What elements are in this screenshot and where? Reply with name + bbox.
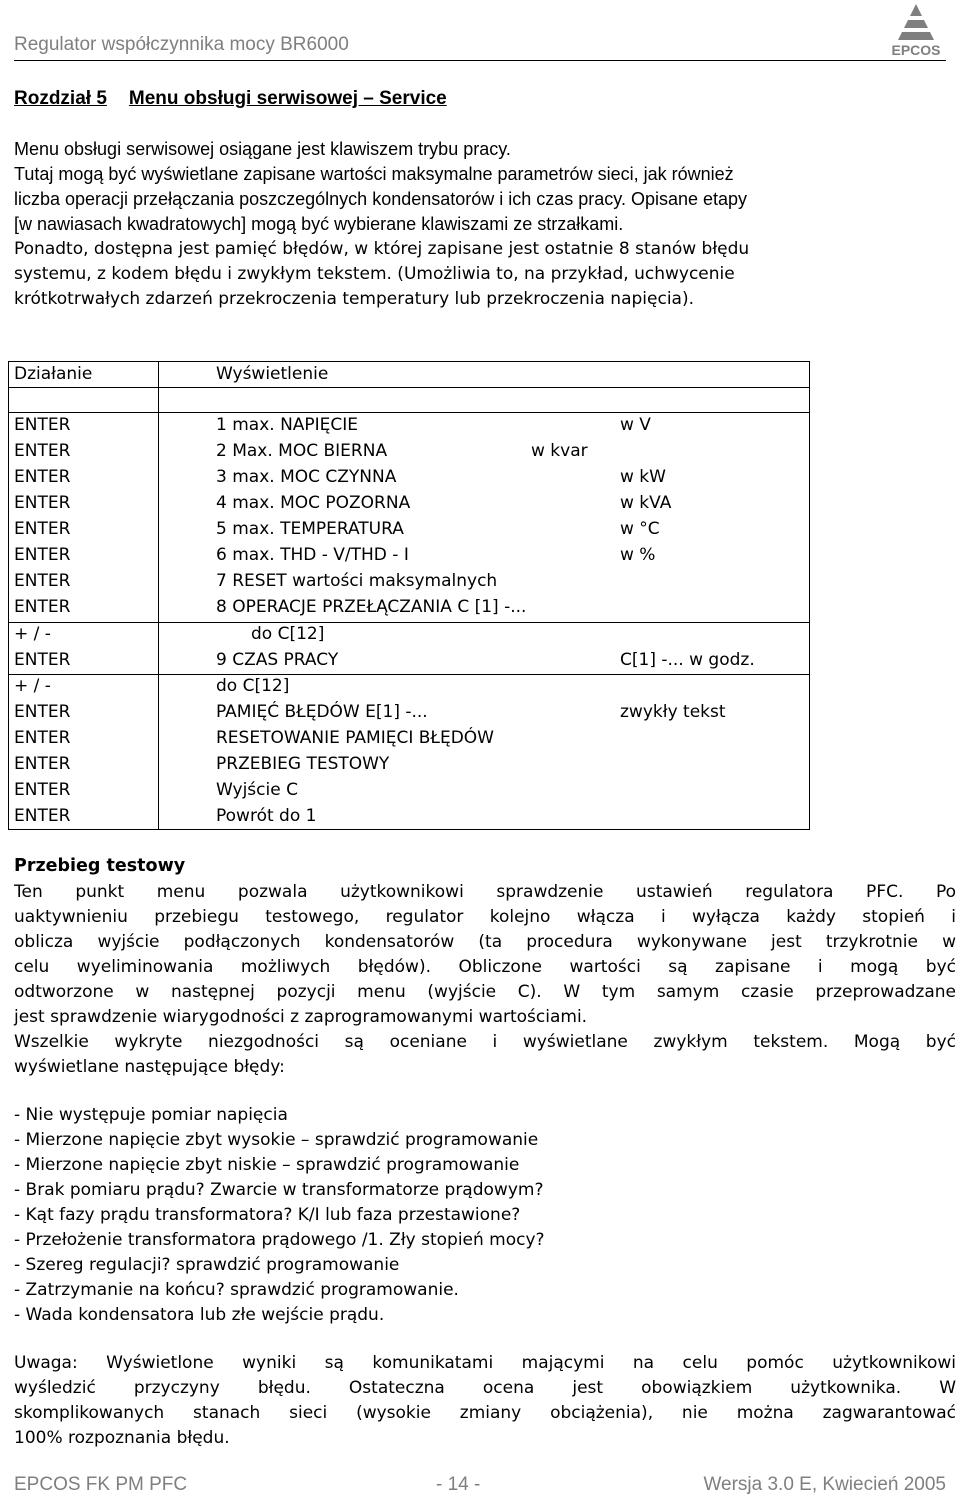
note-line: Uwaga: Wyświetlone wyniki są komunikatami mającymi na celu pomóc użytkownikowi: [14, 1353, 956, 1373]
table-cell-action: ENTER: [14, 806, 71, 826]
table-cell-unit: w kW: [620, 467, 666, 487]
note-line: skomplikowanych stanach sieci (wysokie zmiany obciążenia), nie można zagwarantować: [14, 1403, 956, 1423]
error-item: - Nie występuje pomiar napięcia: [14, 1105, 288, 1125]
logo-text: EPCOS: [891, 42, 941, 58]
table-cell-display: Wyjście C: [216, 780, 298, 800]
intro-paragraph: [14, 137, 956, 312]
error-item: - Szereg regulacji? sprawdzić programowanie: [14, 1255, 400, 1275]
table-cell-action: ENTER: [14, 441, 71, 461]
table-cell-unit: w %: [620, 545, 656, 565]
paragraph-line: uaktywnieniu przebiegu testowego, regulator kolejno włącza i wyłącza każdy stopień i: [14, 907, 956, 927]
table-cell-display: do C[12]: [251, 624, 325, 644]
table-cell-unit: w °C: [620, 519, 660, 539]
table-header-display: Wyświetlenie: [216, 364, 329, 384]
table-cell-action: ENTER: [14, 597, 71, 617]
intro-line: systemu, z kodem błędu i zwykłym tekstem. (Umożliwia to, na przykład, uchwycenie: [14, 264, 735, 284]
intro-line: Ponadto, dostępna jest pamięć błędów, w której zapisane jest ostatnie 8 stanów błędu: [14, 239, 750, 259]
error-item: - Wada kondensatora lub złe wejście prądu.: [14, 1305, 385, 1325]
table-cell-display: 9 CZAS PRACY: [216, 650, 339, 670]
chapter-number: Rozdział 5: [14, 88, 107, 109]
intro-line: [w nawiasach kwadratowych] mogą być wybierane klawiszami ze strzałkami.: [14, 214, 624, 234]
intro-line: Tutaj mogą być wyświetlane zapisane wartości maksymalne parametrów sieci, jak również: [14, 164, 734, 184]
table-cell-unit: w kvar: [531, 441, 588, 461]
error-item: - Mierzone napięcie zbyt niskie – sprawdzić programowanie: [14, 1155, 520, 1175]
table-rule: [8, 674, 810, 675]
table-cell-action: ENTER: [14, 415, 71, 435]
error-item: - Kąt fazy prądu transformatora? K/I lub faza przestawione?: [14, 1205, 521, 1225]
table-cell-display: do C[12]: [216, 676, 290, 696]
table-divider: [158, 361, 159, 830]
table-rule: [8, 622, 810, 623]
table-cell-display: PRZEBIEG TESTOWY: [216, 754, 390, 774]
error-item: - Przełożenie transformatora prądowego /1. Zły stopień mocy?: [14, 1230, 545, 1250]
table-cell-display: 1 max. NAPIĘCIE: [216, 415, 359, 435]
paragraph-line: jest sprawdzenie wiarygodności z zaprogramowanymi wartościami.: [14, 1007, 588, 1027]
intro-line: liczba operacji przełączania poszczególnych kondensatorów i ich czas pracy. Opisane etapy: [14, 189, 748, 209]
table-cell-display: 8 OPERACJE PRZEŁĄCZANIA C [1] -...: [216, 597, 527, 617]
table-rule: [8, 387, 810, 388]
error-list: [14, 1103, 956, 1328]
intro-line: Menu obsługi serwisowej osiągane jest klawiszem trybu pracy.: [14, 139, 511, 159]
table-cell-unit: zwykły tekst: [620, 702, 726, 722]
chapter-heading: [14, 88, 447, 110]
table-cell-action: ENTER: [14, 780, 71, 800]
table-cell-display: PAMIĘĆ BŁĘDÓW E[1] -...: [216, 702, 428, 722]
table-cell-action: ENTER: [14, 493, 71, 513]
error-item: - Mierzone napięcie zbyt wysokie – sprawdzić programowanie: [14, 1130, 539, 1150]
note-line: 100% rozpoznania błędu.: [14, 1428, 230, 1448]
paragraph-line: oblicza wyjście podłączonych kondensatorów (ta procedura wykonywane jest trzykrotnie w: [14, 932, 956, 952]
note-line: wyśledzić przyczyny błędu. Ostateczna ocena jest obowiązkiem użytkownika. W: [14, 1378, 956, 1398]
table-cell-action: ENTER: [14, 702, 71, 722]
table-cell-action: ENTER: [14, 545, 71, 565]
table-cell-unit: w V: [620, 415, 651, 435]
table-cell-unit: C[1] -... w godz.: [620, 650, 755, 670]
table-cell-action: ENTER: [14, 728, 71, 748]
header-rule: [14, 60, 946, 61]
table-cell-unit: w kVA: [620, 493, 672, 513]
table-rule: [8, 412, 810, 413]
menu-table: [8, 361, 810, 830]
paragraph-line: Wszelkie wykryte niezgodności są oceniane i wyświetlane zwykłym tekstem. Mogą być: [14, 1032, 956, 1052]
table-cell-display: 5 max. TEMPERATURA: [216, 519, 404, 539]
table-cell-display: 6 max. THD - V/THD - I: [216, 545, 409, 565]
table-cell-display: RESETOWANIE PAMIĘCI BŁĘDÓW: [216, 728, 494, 748]
table-cell-display: 3 max. MOC CZYNNA: [216, 467, 397, 487]
section-heading: Przebieg testowy: [14, 856, 186, 876]
table-cell-display: 2 Max. MOC BIERNA: [216, 441, 388, 461]
footer-left: EPCOS FK PM PFC: [14, 1474, 188, 1495]
paragraph-line: Ten punkt menu pozwala użytkownikowi sprawdzenie ustawień regulatora PFC. Po: [14, 882, 956, 902]
paragraph-line: wyświetlane następujące błędy:: [14, 1057, 285, 1077]
paragraph-line: celu wyeliminowania możliwych błędów). Obliczone wartości są zapisane i mogą być: [14, 957, 956, 977]
footer-right: Wersja 3.0 E, Kwiecień 2005: [703, 1474, 946, 1495]
table-header-action: Działanie: [14, 364, 93, 384]
error-item: - Zatrzymanie na końcu? sprawdzić programowanie.: [14, 1280, 459, 1300]
table-cell-action: ENTER: [14, 467, 71, 487]
table-cell-action: ENTER: [14, 650, 71, 670]
footer-page-number: - 14 -: [436, 1474, 481, 1495]
error-item: - Brak pomiaru prądu? Zwarcie w transformatorze prądowym?: [14, 1180, 544, 1200]
test-paragraph: [14, 880, 956, 1080]
epcos-logo: [884, 2, 948, 58]
table-cell-action: + / -: [14, 676, 51, 696]
table-cell-action: + / -: [14, 624, 51, 644]
table-cell-action: ENTER: [14, 519, 71, 539]
table-cell-display: Powrót do 1: [216, 806, 317, 826]
table-cell-display: 4 max. MOC POZORNA: [216, 493, 411, 513]
document-header-title: Regulator współczynnika mocy BR6000: [14, 34, 349, 55]
note-paragraph: [14, 1351, 956, 1451]
paragraph-line: odtworzone w następnej pozycji menu (wyjście C). W tym samym czasie przeprowadzane: [14, 982, 956, 1002]
intro-line: krótkotrwałych zdarzeń przekroczenia temperatury lub przekroczenia napięcia).: [14, 289, 694, 309]
table-cell-action: ENTER: [14, 571, 71, 591]
table-cell-action: ENTER: [14, 754, 71, 774]
chapter-title: Menu obsługi serwisowej – Service: [128, 88, 447, 109]
table-cell-display: 7 RESET wartości maksymalnych: [216, 571, 498, 591]
